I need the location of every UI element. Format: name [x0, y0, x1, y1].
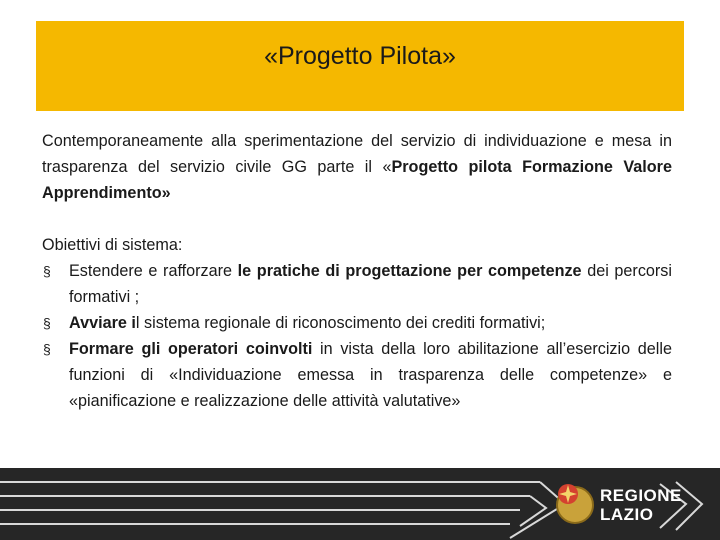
bullet-icon: §	[43, 341, 51, 357]
regione-lazio-logo	[556, 482, 682, 528]
logo-text	[600, 486, 682, 524]
bullet-icon: §	[43, 263, 51, 279]
bullet-text-bold: Formare gli operatori coinvolti	[69, 340, 313, 358]
bullet-text-post: dei percorsi formativi ;	[69, 262, 673, 306]
bullet-icon: §	[43, 315, 51, 331]
bullet-text-post: in vista della loro abilitazione all’esercizio delle funzioni di «Individuazione emessa in trasparenza delle competenze» e «pianificazione e realizzazione delle attività valutative»	[69, 340, 672, 410]
bullet-text-post: l sistema regionale di riconoscimento dei crediti formativi;	[135, 314, 546, 332]
objectives-heading: Obiettivi di sistema:	[42, 236, 183, 254]
list-item	[42, 310, 672, 336]
intro-bold: Progetto pilota Formazione Valore Apprendimento»	[42, 158, 672, 202]
slide-title: «Progetto Pilota»	[264, 41, 456, 70]
objectives-list	[42, 258, 672, 414]
intro-paragraph	[42, 128, 672, 206]
regione-seal-icon	[556, 486, 594, 524]
logo-line1: REGIONE	[600, 486, 682, 505]
bullet-text-bold: le pratiche di progettazione per competenze	[237, 262, 582, 280]
footer-bar	[0, 468, 720, 540]
slide-content	[42, 128, 672, 414]
bullet-text-pre: Estendere e rafforzare	[69, 262, 238, 280]
bullet-text-bold: Avviare i	[69, 314, 136, 332]
list-item	[42, 336, 672, 414]
logo-line2: LAZIO	[600, 505, 654, 524]
intro-text: Contemporaneamente alla sperimentazione del servizio di individuazione e mesa in trasparenza del servizio civile GG parte il «	[42, 132, 672, 176]
title-band	[36, 21, 684, 111]
list-item	[42, 258, 672, 310]
